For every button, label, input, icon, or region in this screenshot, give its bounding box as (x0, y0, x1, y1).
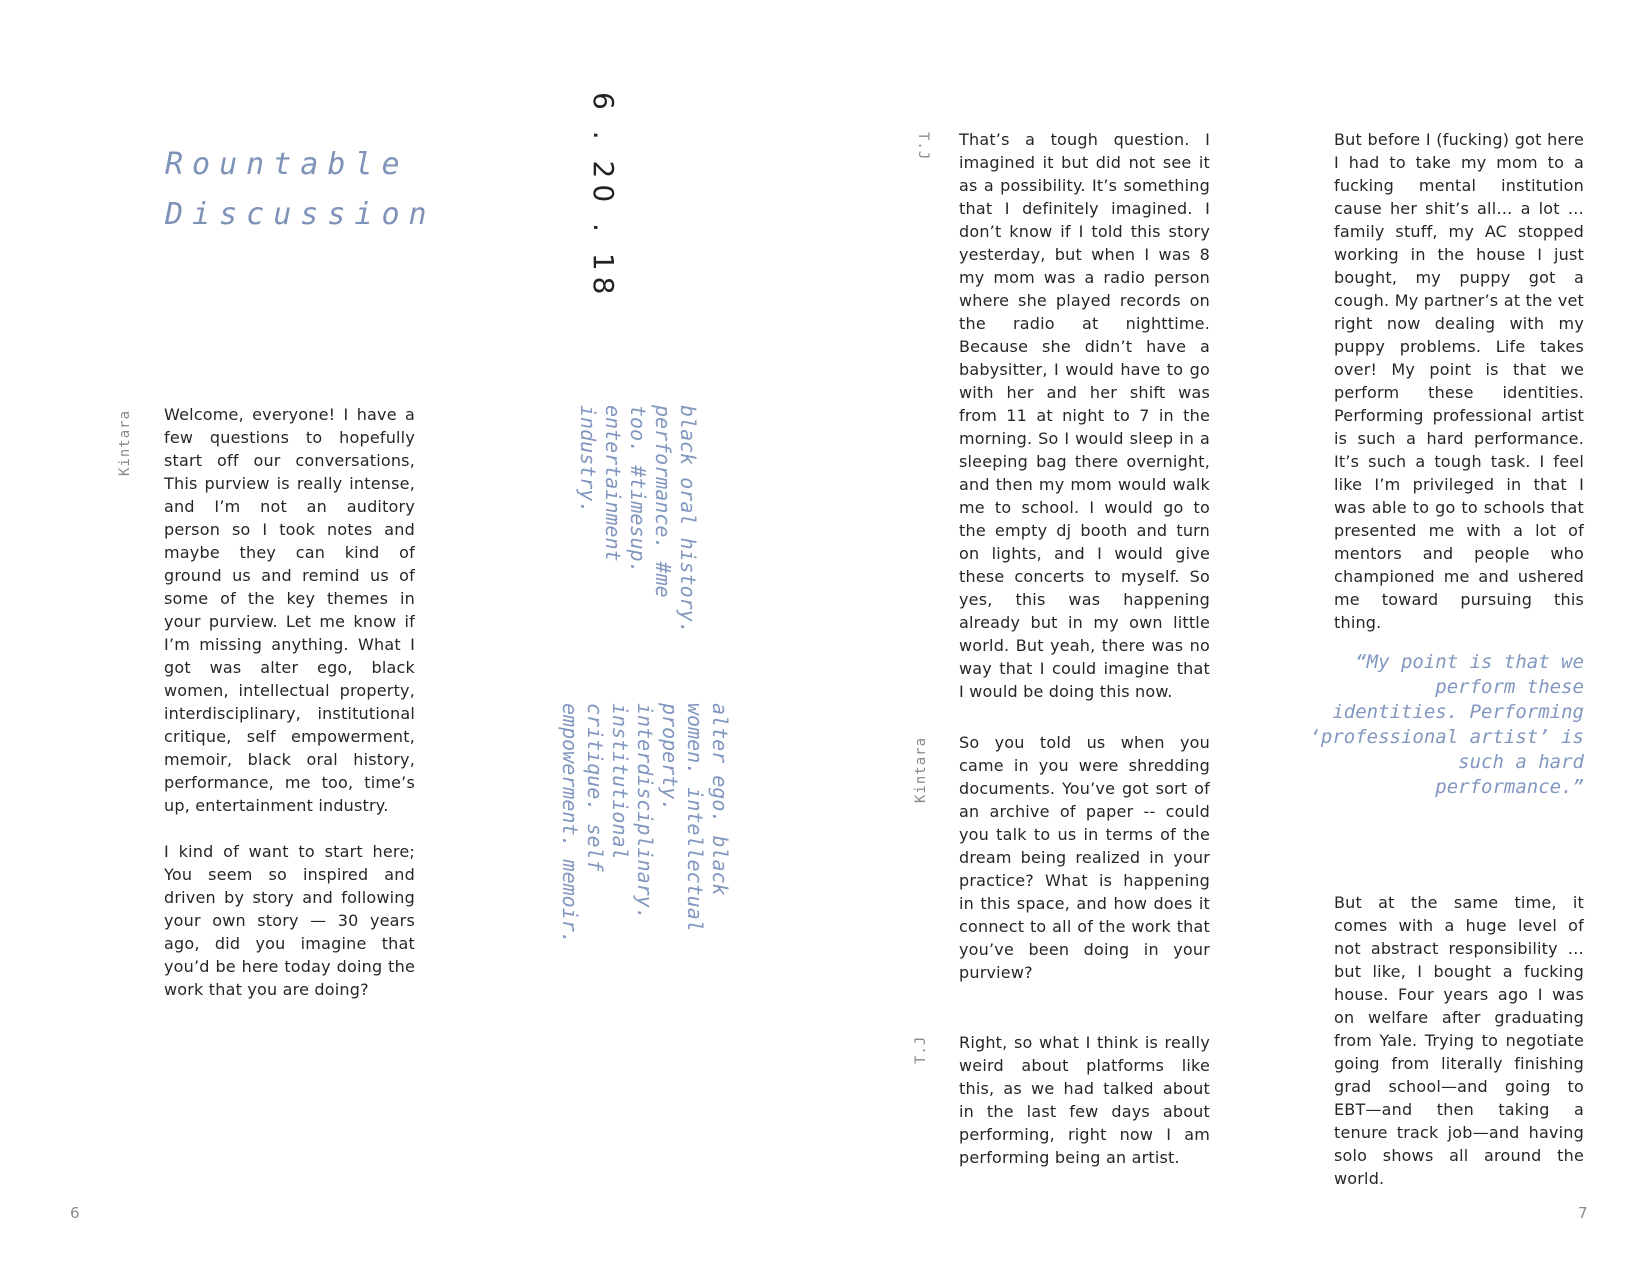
keyword-line: empowerment. memoir. (558, 703, 582, 944)
intro-paragraph-2: I kind of want to start here; You seem so inspired and driven by story and following your own story — 30 years ago, did you imagine that you’d be here today doing the work that you are doing? (164, 842, 415, 999)
keyword-line: alter ego. black (708, 703, 732, 896)
tj-answer-continued: But before I (fucking) got here I had to take my mom to a fucking mental institution cause her shit’s all… a lot … family stuff, my AC stopped working in the house I just bought, my puppy got a cough. My partner’s at the vet right now dealing with my puppy problems. Life takes over! My point is that we perform these identities. Performing professional artist is such a hard performance. It’s such a tough task. I feel like I’m privileged in that I was able to go to schools that presented me with a lot of mentors and people who championed me and ushered me toward pursuing this thing. (1334, 130, 1584, 632)
speaker-label-tj: T.J (913, 1035, 929, 1064)
keyword-line: entertainment (601, 405, 625, 562)
keyword-line: black oral history. (676, 405, 700, 634)
pull-quote: “My point is that we perform these identities. Performing ‘professional artist’ is such a hard performance.” (1309, 651, 1584, 798)
keyword-line: interdisciplinary. (633, 703, 657, 920)
keyword-line: property. (658, 703, 682, 812)
keyword-line: too. #timesup. (626, 405, 650, 574)
keywords-block-b (557, 703, 732, 944)
speaker-label-tj: T.J (915, 132, 931, 161)
keywords-block-a (575, 405, 700, 634)
speaker-label-kintara: Kintara (913, 736, 929, 803)
keyword-line: institutional (608, 703, 632, 860)
page-number-right: 7 (1578, 1204, 1588, 1222)
page-number-left: 6 (70, 1204, 80, 1222)
title-line-2: Discussion (165, 197, 436, 232)
keyword-line: women. intellectual (683, 703, 707, 932)
intro-paragraph-1: Welcome, everyone! I have a few questions to hopefully start off our conversations, This purview is really intense, and I’m not an auditory person so I took notes and maybe they can kind of ground us and remind us of some of the key themes in your purview. Let me know if I’m missing anything. What I got was alter ego, black women, intellectual property, interdisciplinary, institutional critique, self empowerment, memoir, black oral history, performance, me too, time’s up, entertainment industry. (164, 405, 415, 815)
keyword-line: industry. (576, 405, 600, 514)
keyword-line: performance. #me (651, 405, 675, 598)
title-line-1: Rountable (165, 147, 409, 182)
keyword-line: critique. self (583, 703, 607, 872)
intro-text (164, 403, 415, 1001)
tj-answer-2: Right, so what I think is really weird about platforms like this, as we had talked about in the last few days about performing, right now I am performing being an artist. (959, 1033, 1210, 1167)
date-label: 6 . 20 . 18 (587, 92, 620, 301)
tj-answer-closing: But at the same time, it comes with a huge level of not abstract responsibility … but like, I bought a fucking house. Four years ago I was on welfare after graduating from Yale. Trying to negotiate going from literally finishing grad school—and going to EBT—and then taking a tenure track job—and having solo shows all around the world. (1334, 893, 1584, 1188)
tj-answer-1: That’s a tough question. I imagined it but did not see it as a possibility. It’s something that I definitely imagined. I don’t know if I told this story yesterday, but when I was 8 my mom was a radio person where she played records on the radio at nighttime. Because she didn’t have a babysitter, I would have to go with her and her shift was from 11 at night to 7 in the morning. So I would sleep in a sleeping bag there overnight, and then my mom would walk me to school. I would go to the empty dj booth and turn on lights, and I would give these concerts to myself. So yes, this was happening already but in my own little world. But yeah, there was no way that I could imagine that I would be doing this now. (959, 130, 1210, 701)
page-title (165, 140, 436, 240)
speaker-label-kintara: Kintara (117, 409, 133, 476)
kintara-question-2: So you told us when you came in you were shredding documents. You’ve got sort of an archive of paper -- could you talk to us in terms of the dream being realized in your practice? What is happening in this space, and how does it connect to all of the work that you’ve been doing in your purview? (959, 733, 1210, 982)
